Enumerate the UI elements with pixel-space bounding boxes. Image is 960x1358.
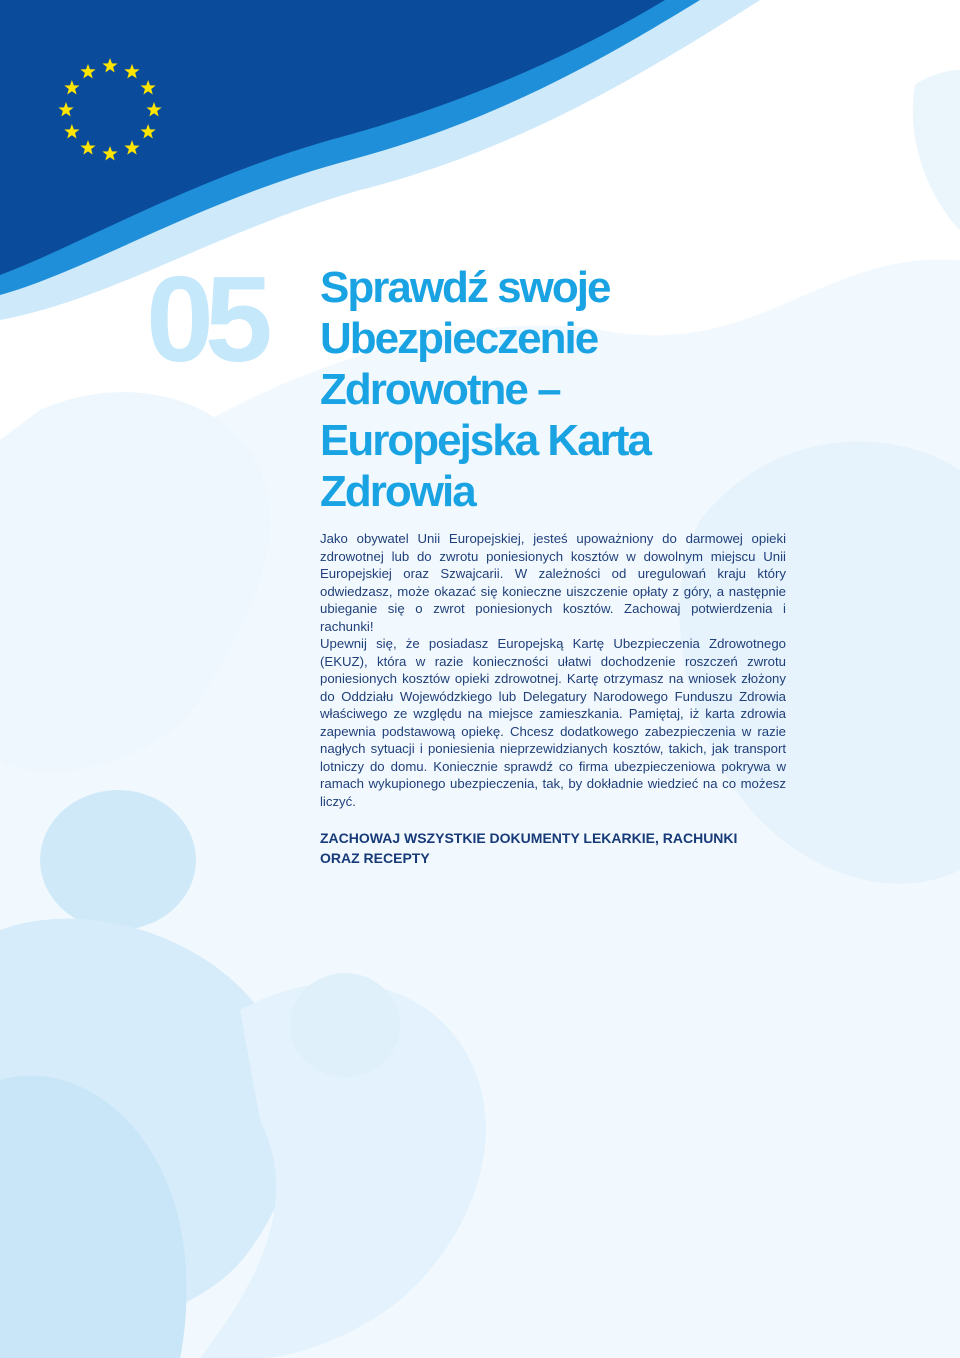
page-title	[320, 262, 650, 517]
page-title-line: Sprawdź swoje	[320, 263, 610, 312]
page-title-line: Zdrowia	[320, 467, 475, 516]
documents-note-line: ZACHOWAJ WSZYSTKIE DOKUMENTY LEKARKIE, RACHUNKI	[320, 830, 738, 846]
chapter-number: 05	[146, 251, 264, 387]
figure-shape-head	[40, 790, 196, 930]
intro-paragraph: Jako obywatel Unii Europejskiej, jesteś upoważniony do darmowej opieki zdrowotnej lub do zwrotu poniesionych kosztów w dowolnym miejscu Unii Europejskiej oraz Szwajcarii. W zależności od uregulowań kraju który odwiedzasz, może okazać się konieczne uiszczenie opłaty z góry, a następnie ubieganie się o zwrot poniesionych kosztów. Zachowaj potwierdzenia i rachunki!	[320, 531, 786, 634]
figure-shape-small	[290, 973, 400, 1077]
documents-note	[320, 828, 790, 868]
ekuz-paragraph: Upewnij się, że posiadasz Europejską Kartę Ubezpieczenia Zdrowotnego (EKUZ), która w razie konieczności ułatwi dochodzenie roszczeń zwrotu poniesionych kosztów opieki zdrowotnej. Kartę otrzymasz na wniosek złożony do Oddziału Wojewódzkiego lub Delegatury Narodowego Funduszu Zdrowia właściwego ze względu na miejsce zamieszkania. Pamiętaj, iż karta zdrowia zapewnia podstawową opiekę. Chcesz dodatkowego zabezpieczenia w razie nagłych sytuacji i poniesienia nieprzewidzianych kosztów, takich, jak transport lotniczy do domu. Koniecznie sprawdź co firma ubezpieczeniowa pokrywa w ramach wykupionego ubezpieczenia, tak, by dokładnie wiedzieć na co możesz liczyć.	[320, 636, 786, 809]
page-title-line: Zdrowotne –	[320, 365, 560, 414]
page-title-line: Ubezpieczenie	[320, 314, 598, 363]
page-title-line: Europejska Karta	[320, 416, 650, 465]
background-blob-top-right	[913, 70, 960, 230]
documents-note-line: ORAZ RECEPTY	[320, 850, 430, 866]
